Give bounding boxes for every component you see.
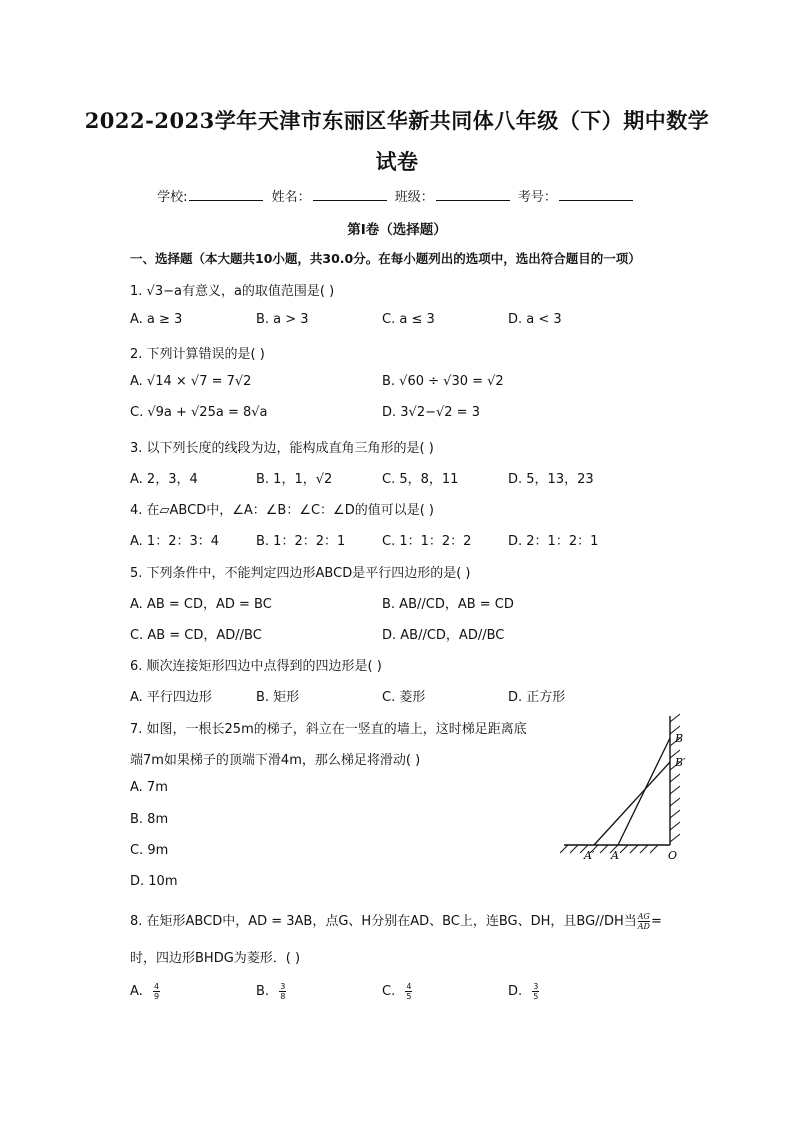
option-fraction [405,982,412,1001]
question-8-option-d[interactable] [508,982,539,1001]
question-1-option-a[interactable]: A. a ≥ 3 [130,312,183,327]
question-8-stem-line1 [130,910,662,931]
question-1-option-c[interactable]: C. a ≤ 3 [382,312,435,327]
question-5-option-a[interactable]: A. AB = CD，AD = BC [130,597,272,612]
question-4-option-c[interactable]: C. 1：1：2：2 [382,534,472,549]
question-4-option-a[interactable]: A. 1：2：3：4 [130,534,220,549]
option-label: D. [508,984,523,999]
option-label: B. [256,984,270,999]
fraction-denominator: 9 [153,992,160,1001]
question-8-option-a[interactable] [130,982,160,1001]
question-1-option-b[interactable]: B. a > 3 [256,312,309,327]
question-3-option-c[interactable]: C. 5，8，11 [382,472,459,487]
question-3-option-b[interactable]: B. 1，1，√2 [256,472,333,487]
question-2-option-d[interactable]: D. 3√2−√2 = 3 [382,405,480,420]
class-field[interactable] [436,188,510,201]
ground-hatching [560,845,658,853]
label-a: A [611,849,619,862]
school-label: 学校: [157,190,188,205]
question-2-option-c[interactable]: C. √9a + √25a = 8√a [130,405,268,420]
question-7-option-c[interactable]: C. 9m [130,843,169,858]
fraction-denominator: AD [637,922,650,931]
option-label: A. [130,984,143,999]
fraction-numerator: 3 [533,982,539,991]
question-7-option-a[interactable]: A. 7m [130,780,168,795]
name-label: 姓名： [271,190,311,205]
question-6-option-b[interactable]: B. 矩形 [256,690,300,705]
question-6-option-d[interactable]: D. 正方形 [508,690,566,705]
equals-sign: = [650,914,662,929]
question-1-stem: 1. √3−a有意义，a的取值范围是( ) [130,284,335,299]
question-8-stem-text: 8. 在矩形ABCD中，AD = 3AB，点G、H分别在AD、BC上，连BG、DH，且BG//DH当 [130,914,637,929]
fraction-numerator: 4 [406,982,412,991]
option-fraction [279,982,286,1001]
question-2-stem: 2. 下列计算错误的是( ) [130,347,265,362]
question-5-stem: 5. 下列条件中，不能判定四边形ABCD是平行四边形的是( ) [130,566,471,581]
page-title-line2: 试卷 [375,149,419,174]
question-4-option-b[interactable]: B. 1：2：2：1 [256,534,346,549]
question-5-option-c[interactable]: C. AB = CD，AD//BC [130,628,262,643]
fraction-numerator: AG [637,912,650,921]
class-label: 班级： [394,190,434,205]
question-6-stem: 6. 顺次连接矩形四边中点得到的四边形是( ) [130,659,382,674]
option-label: C. [382,984,396,999]
ladder-figure [560,712,690,864]
fraction-denominator: 5 [406,992,412,1001]
name-field[interactable] [313,188,387,201]
question-7-stem-line1: 7. 如图，一根长25m的梯子，斜立在一竖直的墙上，这时梯足距离底 [130,722,527,737]
question-6-option-a[interactable]: A. 平行四边形 [130,690,212,705]
option-fraction [532,982,539,1001]
ladder-original [618,738,670,845]
question-3-option-d[interactable]: D. 5，13，23 [508,472,594,487]
exam-no-label: 考号： [517,190,557,205]
exam-no-field[interactable] [559,188,633,201]
question-5-option-b[interactable]: B. AB//CD，AB = CD [382,597,514,612]
question-2-option-b[interactable]: B. √60 ÷ √30 = √2 [382,374,504,389]
fraction-denominator: 5 [533,992,539,1001]
question-3-stem: 3. 以下列长度的线段为边，能构成直角三角形的是( ) [130,441,434,456]
label-b-prime: B′ [675,756,686,769]
label-a-prime: A′ [584,849,595,862]
question-7-option-b[interactable]: B. 8m [130,812,169,827]
page-title-line1: 2022-2023学年天津市东丽区华新共同体八年级（下）期中数学 [84,108,710,133]
question-1-option-d[interactable]: D. a < 3 [508,312,562,327]
fraction-numerator: 4 [153,982,160,991]
question-2-option-a[interactable]: A. √14 × √7 = 7√2 [130,374,252,389]
question-3-option-a[interactable]: A. 2，3，4 [130,472,198,487]
label-b: B [675,732,684,745]
question-8-stem-line2: 时，四边形BHDG为菱形．( ) [130,951,301,966]
question-4-stem: 4. 在▱ABCD中，∠A：∠B：∠C：∠D的值可以是( ) [130,503,434,518]
fraction-denominator: 8 [280,992,286,1001]
question-4-option-d[interactable]: D. 2：1：2：1 [508,534,599,549]
ladder-slid [594,762,670,845]
part-heading: 一、选择题（本大题共10小题，共30.0分。在每小题列出的选项中，选出符合题目的一项） [130,251,641,266]
question-6-option-c[interactable]: C. 菱形 [382,690,426,705]
question-8-option-c[interactable] [382,982,412,1001]
school-field[interactable] [189,188,263,201]
option-fraction [153,982,160,1001]
question-7-option-d[interactable]: D. 10m [130,874,178,889]
question-8-option-b[interactable] [256,982,286,1001]
label-o: O [668,849,678,862]
section-title: 第I卷（选择题） [347,222,447,238]
question-7-stem-line2: 端7m如果梯子的顶端下滑4m，那么梯足将滑动( ) [130,753,421,768]
student-info-line [0,186,794,205]
fraction-numerator: 3 [280,982,286,991]
question-8-fraction [638,912,650,931]
question-5-option-d[interactable]: D. AB//CD，AD//BC [382,628,505,643]
